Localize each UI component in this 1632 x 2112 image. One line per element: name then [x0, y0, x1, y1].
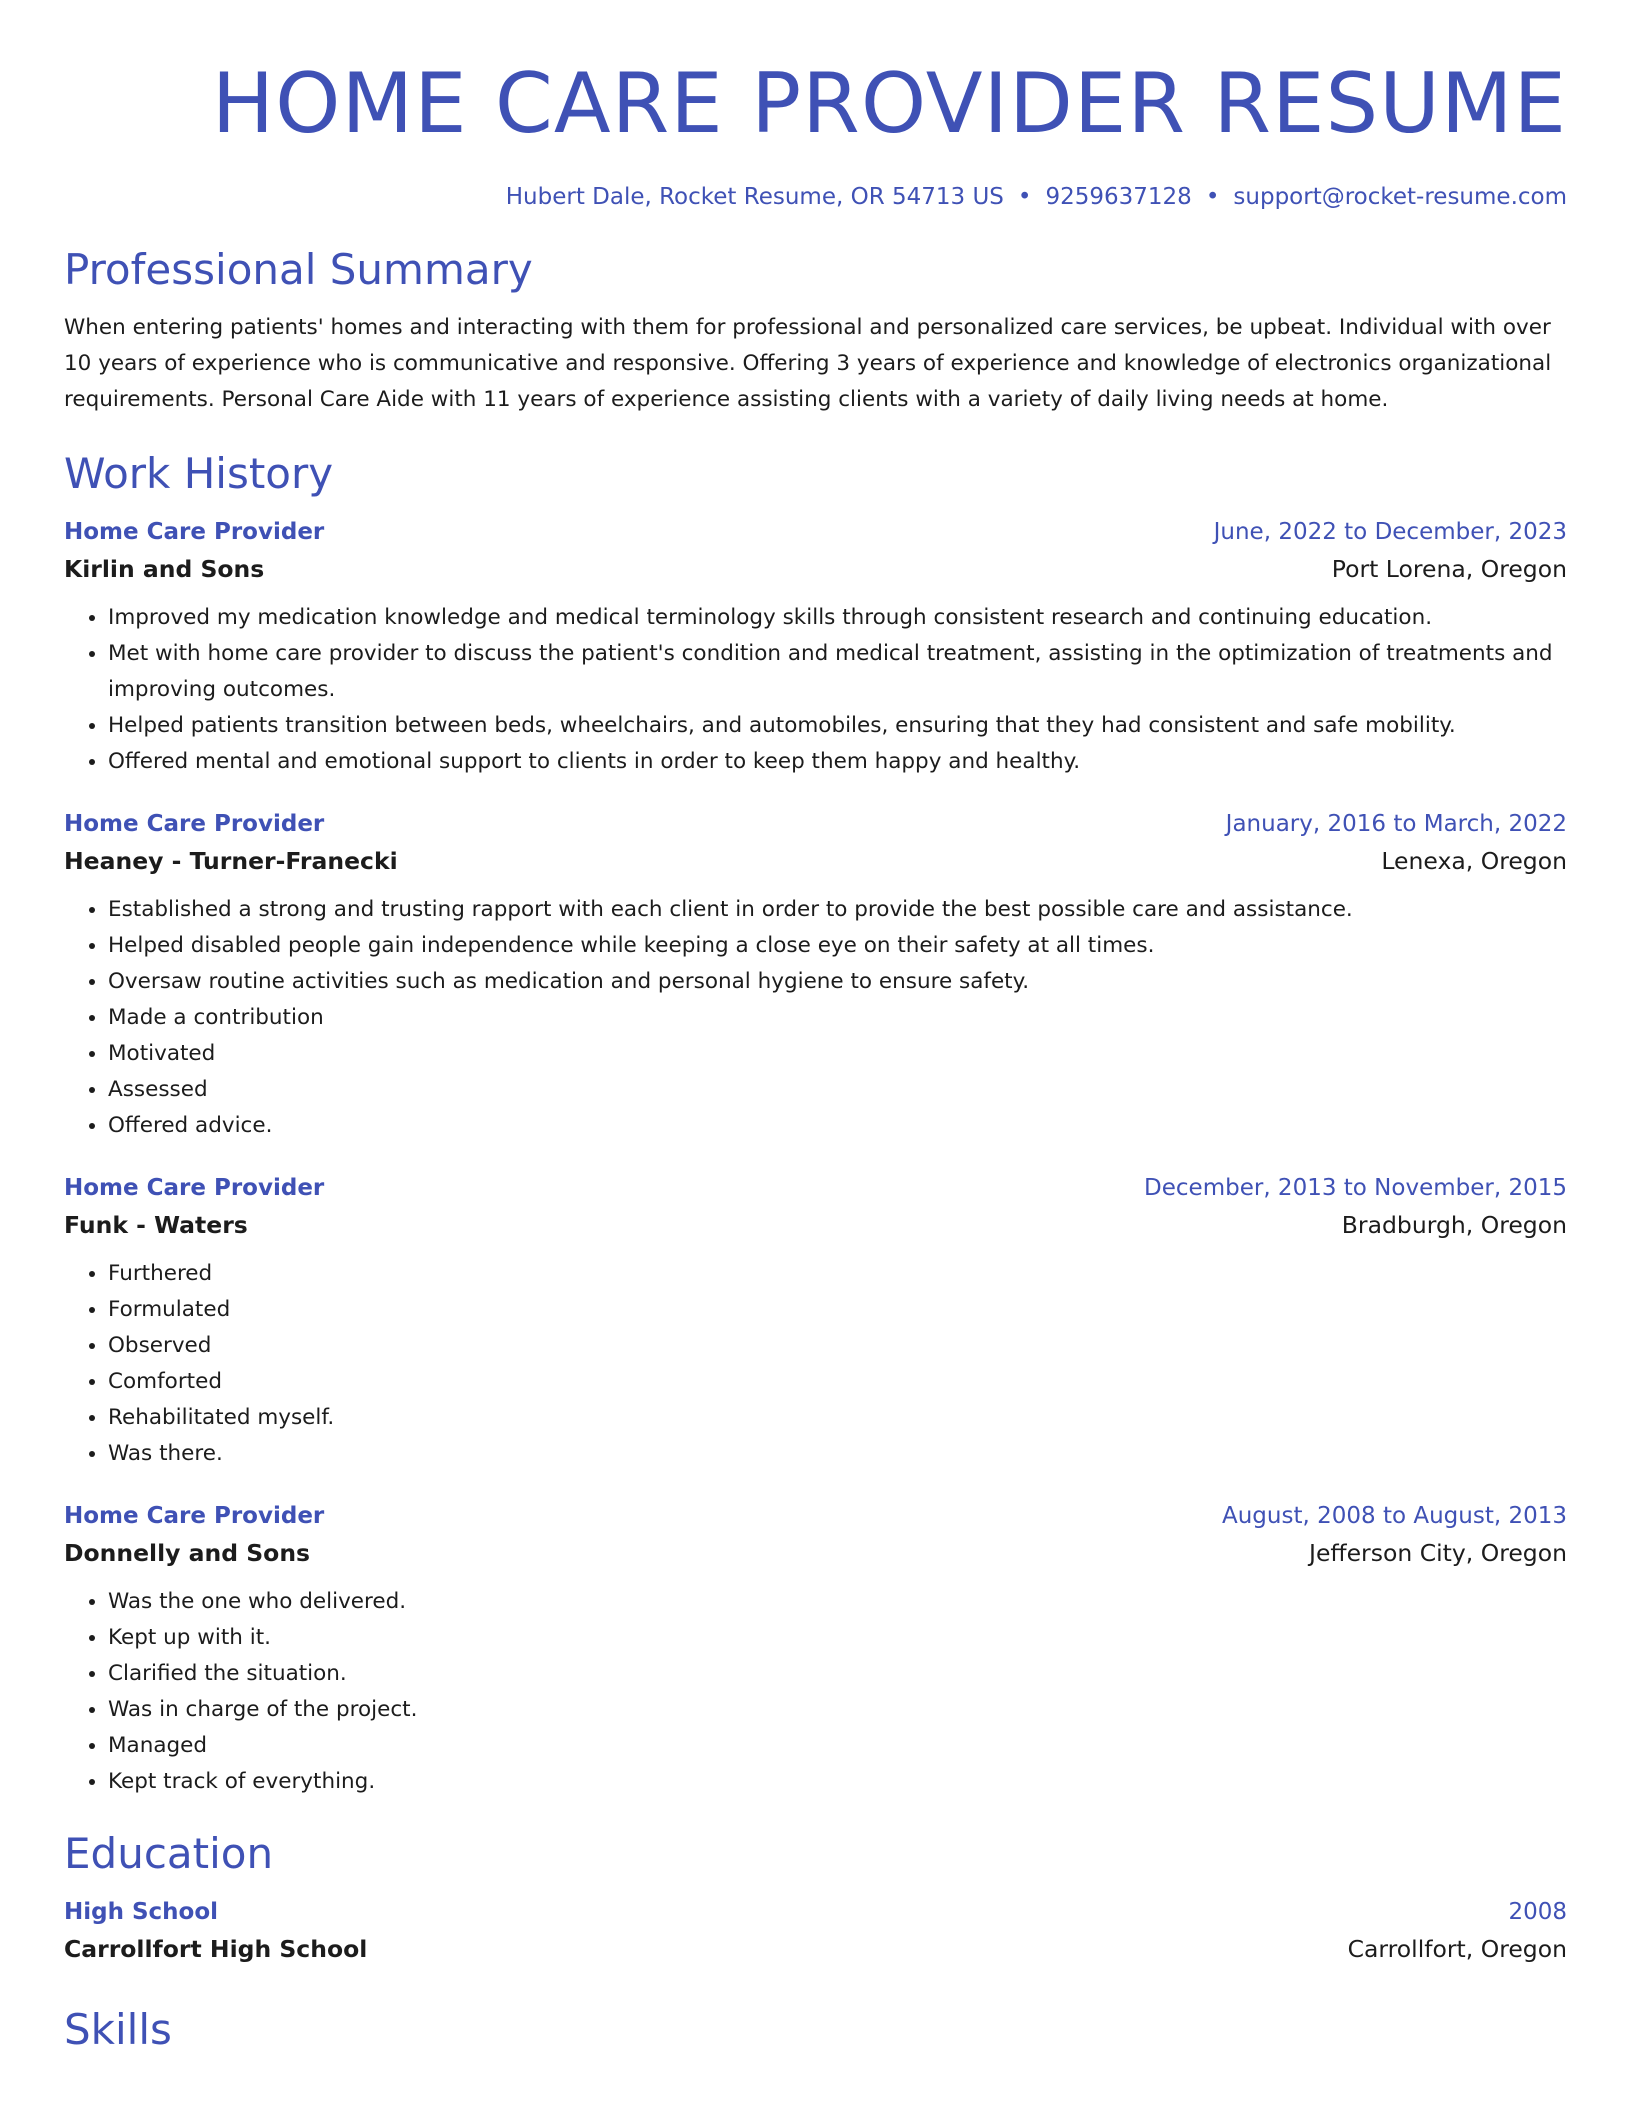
job-subheader — [64, 842, 1567, 880]
job-bullet: • Rehabilitated myself. — [108, 1400, 1567, 1436]
job-bullet: • Formulated — [108, 1292, 1567, 1328]
job-subheader — [64, 1206, 1567, 1244]
job-location: Jefferson City, Oregon — [1309, 1539, 1567, 1567]
job-bullets — [64, 1584, 1567, 1800]
job-bullets — [64, 600, 1567, 780]
job-bullet: • Kept track of everything. — [108, 1764, 1567, 1800]
job-subheader — [64, 550, 1567, 588]
job-bullet: • Kept up with it. — [108, 1620, 1567, 1656]
job-bullet: • Helped disabled people gain independence while keeping a close eye on their safety at all times. — [108, 928, 1567, 964]
education-heading: Education — [64, 1829, 274, 1878]
job-company: Heaney - Turner-Franecki — [64, 847, 398, 875]
job-bullet: • Helped patients transition between beds, wheelchairs, and automobiles, ensuring that they had consistent and safe mobility. — [108, 708, 1567, 744]
education-location: Carrollfort, Oregon — [1347, 1935, 1567, 1963]
job-bullet: • Was there. — [108, 1436, 1567, 1472]
job-title: Home Care Provider — [64, 811, 325, 837]
job-entry — [64, 1498, 1567, 1800]
job-bullet: • Oversaw routine activities such as medication and personal hygiene to ensure safety. — [108, 964, 1567, 1000]
job-company: Kirlin and Sons — [64, 555, 265, 583]
contact-email: support@rocket-resume.com — [1233, 184, 1567, 210]
job-dates: June, 2022 to December, 2023 — [1213, 519, 1567, 545]
job-dates: December, 2013 to November, 2015 — [1144, 1175, 1567, 1201]
job-bullet: • Improved my medication knowledge and medical terminology skills through consistent research and continuing education. — [108, 600, 1567, 636]
job-header — [64, 806, 1567, 842]
education-entry — [64, 1894, 1567, 1968]
job-bullet: • Comforted — [108, 1364, 1567, 1400]
job-entry — [64, 514, 1567, 780]
contact-separator: • — [1017, 184, 1032, 210]
resume-page — [64, 0, 1567, 2058]
skills-heading: Skills — [64, 2005, 172, 2054]
contact-address: Hubert Dale, Rocket Resume, OR 54713 US — [505, 184, 1004, 210]
job-title: Home Care Provider — [64, 1503, 325, 1529]
contact-line — [64, 182, 1567, 212]
job-entry — [64, 1170, 1567, 1472]
job-bullet: • Assessed — [108, 1072, 1567, 1108]
work-history-heading: Work History — [64, 449, 334, 498]
job-location: Bradburgh, Oregon — [1341, 1211, 1567, 1239]
education-degree: High School — [64, 1899, 219, 1925]
education-school: Carrollfort High School — [64, 1935, 368, 1963]
job-header — [64, 1170, 1567, 1206]
job-location: Port Lorena, Oregon — [1331, 555, 1567, 583]
job-header — [64, 1498, 1567, 1534]
job-bullet: • Observed — [108, 1328, 1567, 1364]
job-bullet: • Established a strong and trusting rapport with each client in order to provide the best possible care and assistance. — [108, 892, 1567, 928]
job-title: Home Care Provider — [64, 1175, 325, 1201]
job-header — [64, 514, 1567, 550]
job-bullets — [64, 1256, 1567, 1472]
job-bullet: • Made a contribution — [108, 1000, 1567, 1036]
job-location: Lenexa, Oregon — [1381, 847, 1567, 875]
job-entry — [64, 806, 1567, 1144]
education-header — [64, 1894, 1567, 1930]
summary-text: When entering patients' homes and interacting with them for professional and personalized care services, be upbeat. Individual with over 10 years of experience who is communicative and responsive. Offering 3 years of experience and knowledge of electronics organizational requirements. Personal Care Aide with 11 years of experience assisting clients with a variety of daily living needs at home. — [64, 315, 1552, 412]
education-subheader — [64, 1930, 1567, 1968]
education-year: 2008 — [1508, 1899, 1567, 1925]
job-bullets — [64, 892, 1567, 1144]
job-bullet: • Was the one who delivered. — [108, 1584, 1567, 1620]
education-list — [64, 1894, 1567, 1968]
job-bullet: • Offered mental and emotional support to clients in order to keep them happy and healthy. — [108, 744, 1567, 780]
work-history-list — [64, 514, 1567, 1800]
job-bullet: • Offered advice. — [108, 1108, 1567, 1144]
resume-title: HOME CARE PROVIDER RESUME — [211, 55, 1567, 152]
job-bullet: • Met with home care provider to discuss the patient's condition and medical treatment, assisting in the optimization of treatments and improving outcomes. — [108, 636, 1567, 708]
job-bullet: • Motivated — [108, 1036, 1567, 1072]
job-bullet: • Furthered — [108, 1256, 1567, 1292]
summary-heading: Professional Summary — [64, 245, 533, 294]
job-company: Funk - Waters — [64, 1211, 248, 1239]
job-dates: August, 2008 to August, 2013 — [1222, 1503, 1567, 1529]
job-bullet: • Was in charge of the project. — [108, 1692, 1567, 1728]
job-bullet: • Clarified the situation. — [108, 1656, 1567, 1692]
contact-phone: 9259637128 — [1045, 184, 1192, 210]
job-dates: January, 2016 to March, 2022 — [1225, 811, 1567, 837]
job-subheader — [64, 1534, 1567, 1572]
job-company: Donnelly and Sons — [64, 1539, 311, 1567]
job-bullet: • Managed — [108, 1728, 1567, 1764]
job-title: Home Care Provider — [64, 519, 325, 545]
contact-separator: • — [1205, 184, 1220, 210]
